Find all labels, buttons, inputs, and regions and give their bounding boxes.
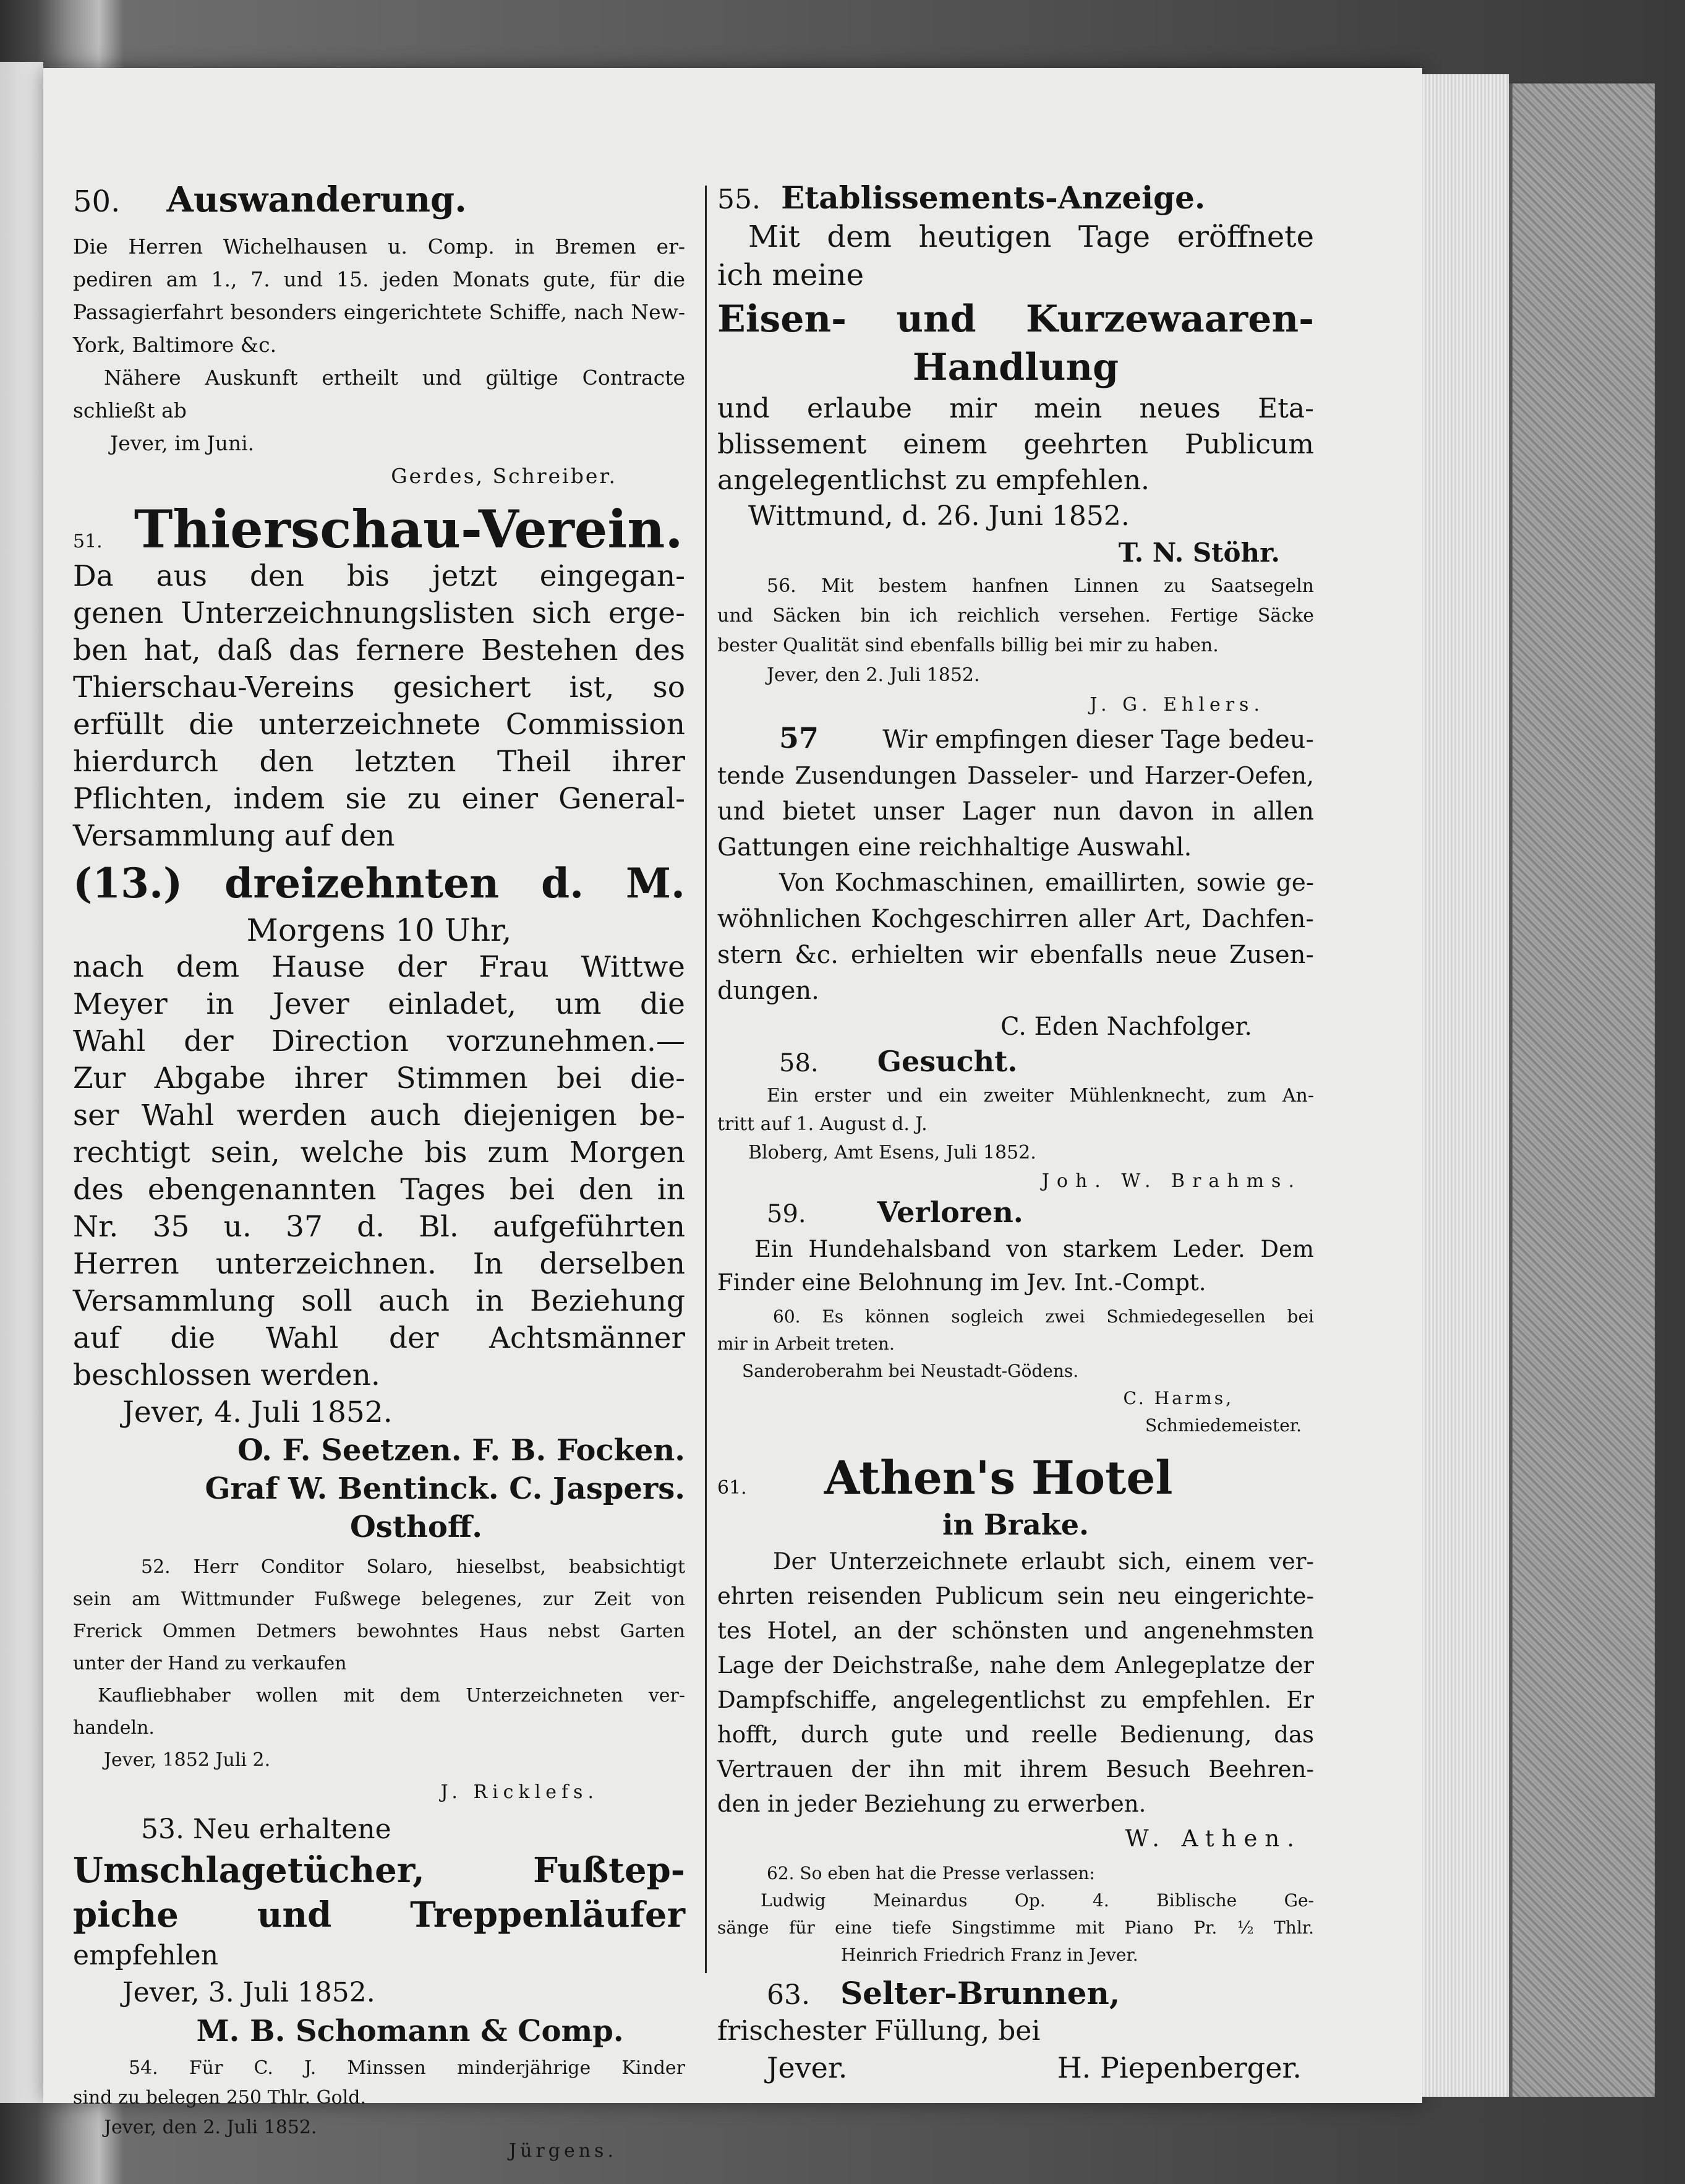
text-line: sänge für eine tiefe Singstimme mit Piano Pr. ½ Thlr. [717,1917,1314,1938]
text-line: pediren am 1., 7. und 15. jeden Monats gute, für die [73,267,685,291]
signature: Joh. W. Brahms. [1041,1170,1302,1192]
text-line: Zur Abgabe ihrer Stimmen bei die- [73,1061,685,1095]
text-line: schließt ab [73,398,187,422]
text-line: tritt auf 1. August d. J. [717,1113,928,1135]
text-line: und Säcken bin ich reichlich versehen. Fertige Säcke [717,605,1314,627]
ad-63 [717,1975,1314,2086]
place-date: Wittmund, d. 26. Juni 1852. [748,500,1130,532]
text-line: Der Unterzeichnete erlaubt sich, einem ver- [773,1548,1314,1575]
text-line: Dampfschiffe, angelegentlichst zu empfehlen. Er [717,1687,1314,1713]
signature: Jürgens. [509,2140,617,2162]
text-line: frischester Füllung, bei [717,2015,1041,2047]
ad-title: Etablissements-Anzeige. [781,179,1206,216]
signature: C. Eden Nachfolger. [1000,1013,1252,1041]
left-page-edge [0,62,43,2103]
text-line: Die Herren Wichelhausen u. Comp. in Bremen er- [73,234,685,259]
text-line: blissement einem geehrten Publicum [717,429,1314,460]
place-date: Jever, 3. Juli 1852. [122,1977,375,2008]
text-line: Nr. 35 u. 37 d. Bl. aufgeführten [73,1210,685,1244]
text-line: angelegentlichst zu empfehlen. [717,465,1150,496]
ad-58 [717,1045,1314,1196]
text-line: erfüllt die unterzeichnete Commission [73,708,685,742]
text-line: nach dem Hause der Frau Wittwe [73,950,685,984]
ad-53 [73,1811,685,2051]
text-line: rechtigt sein, welche bis zum Morgen [73,1136,685,1170]
ad-title: Handlung [912,346,1119,389]
text-line: York, Baltimore &c. [73,333,277,357]
signature: J. Ricklefs. [440,1781,599,1803]
text-line: ben hat, daß das fernere Bestehen des [73,633,685,667]
ad-number: 63. [767,1979,810,2011]
signature: M. B. Schomann & Comp. [196,2014,624,2049]
text-line: stern &c. erhielten wir ebenfalls neue Zusen- [717,941,1314,969]
ad-title: Athen's Hotel [824,1452,1173,1505]
signature: C. Harms, [1123,1388,1234,1408]
text-line: unter der Hand zu verkaufen [73,1653,347,1674]
text-line: den in jeder Beziehung zu erwerben. [717,1791,1146,1817]
signers: O. F. Seetzen. F. B. Focken. [237,1433,685,1468]
ad-57 [717,720,1314,1045]
ad-60 [717,1303,1314,1439]
place-date: Bloberg, Amt Esens, Juli 1852. [748,1142,1036,1163]
ad-title: Auswanderung. [166,179,467,220]
text-line: Pflichten, indem sie zu einer General- [73,782,685,816]
ad-title: Thierschau-Verein. [134,499,683,560]
text-line: Kaufliebhaber wollen mit dem Unterzeichneten ver- [98,1685,685,1707]
meeting-date: (13.) dreizehnten d. M. [73,859,685,907]
place-date: Jever, 4. Juli 1852. [122,1395,393,1429]
text-line: empfehlen [73,1940,219,1971]
place: Jever. [767,2051,848,2084]
ad-title: piche und Treppenläufer [73,1895,685,1935]
text-line: Meyer in Jever einladet, um die [73,987,685,1021]
place: Jever, im Juni. [110,431,255,455]
text-line: Heinrich Friedrich Franz in Jever. [841,1945,1138,1965]
text-line: des ebengenannten Tages bei den in [73,1173,685,1207]
ad-title: Gesucht. [877,1045,1018,1078]
text-line: sind zu belegen 250 Thlr. Gold. [73,2087,367,2109]
ad-61 [717,1452,1314,1856]
ad-number: 51. [73,531,103,552]
text-line: sein am Wittmunder Fußwege belegenes, zur Zeit von [73,1588,685,1610]
page-edges [1422,74,1509,2097]
signers: Osthoff. [349,1510,483,1544]
text-line: dungen. [717,977,819,1005]
text-line: ehrten reisenden Publicum sein neu eingerichte- [717,1583,1314,1609]
text-line: auf die Wahl der Achtsmänner [73,1321,685,1355]
text-line: Ludwig Meinardus Op. 4. Biblische Ge- [761,1890,1314,1911]
ad-number: 58. [779,1049,819,1077]
signature: J. G. Ehlers. [1090,694,1265,716]
signature: T. N. Stöhr. [1118,537,1280,568]
text-line: Wir empfingen dieser Tage bedeu- [882,726,1314,754]
ad-number: 61. [717,1477,747,1499]
text-line: ich meine [717,258,864,293]
ad-number: 59. [767,1200,806,1228]
column-rule [705,186,707,1973]
ad-title: Eisen- und Kurzewaaren- [717,298,1314,341]
signature: W. Athen. [1125,1825,1302,1852]
text-line: Ein erster und ein zweiter Mühlenknecht, zum An- [767,1085,1314,1107]
text-line: tes Hotel, an der schönsten und angenehmsten [717,1617,1314,1644]
text-line: mir in Arbeit treten. [717,1334,895,1354]
text-line: Passagierfahrt besonders eingerichtete Schiffe, nach New- [73,300,685,324]
text-line: genen Unterzeichnungslisten sich erge- [73,596,685,630]
ad-62 [717,1860,1314,1969]
text-line: Versammlung auf den [73,819,395,853]
text-line: Gattungen eine reichhaltige Auswahl. [717,833,1192,862]
text-line: Nähere Auskunft ertheilt und gültige Contracte [104,366,685,390]
text-line: Von Kochmaschinen, emaillirten, sowie ge- [779,869,1314,897]
text-line: wöhnlichen Kochgeschirren aller Art, Dachfen- [717,905,1314,933]
ad-50 [73,179,685,492]
ad-number: 55. [717,184,761,215]
text-line: Ein Hundehalsband von starkem Leder. Dem [754,1236,1314,1262]
signature: Schmiedemeister. [1145,1415,1302,1436]
text-line: handeln. [73,1717,155,1739]
ad-55 [717,179,1314,572]
text-line: Vertrauen der ihn mit ihrem Besuch Beehren- [717,1756,1314,1783]
ad-title: Verloren. [877,1196,1023,1229]
text-line: Thierschau-Vereins gesichert ist, so [73,670,685,704]
place: Sanderoberahm bei Neustadt-Gödens. [742,1361,1079,1381]
text-line: 53. Neu erhaltene [141,1814,391,1845]
ad-56 [717,572,1314,720]
ad-59 [717,1196,1314,1300]
ad-title: Selter-Brunnen, [840,1975,1120,2011]
text-line: beschlossen werden. [73,1358,380,1392]
left-column [73,179,685,2166]
text-line: bester Qualität sind ebenfalls billig bei mir zu haben. [717,635,1219,656]
ad-subtitle: in Brake. [942,1508,1089,1541]
text-line: 60. Es können sogleich zwei Schmiedegesellen bei [773,1306,1314,1327]
right-column [717,179,1314,2086]
text-line: ser Wahl werden auch diejenigen be- [73,1098,685,1133]
text-line: Finder eine Belohnung im Jev. Int.-Compt. [717,1269,1206,1296]
text-line: Herren unterzeichnen. In derselben [73,1247,685,1281]
ad-number: 57 [779,721,819,755]
place-date: Jever, den 2. Juli 1852. [767,664,980,686]
text-line: und erlaube mir mein neues Eta- [717,393,1314,424]
text-line: hofft, durch gute und reelle Bedienung, das [717,1721,1314,1748]
text-line: 54. Für C. J. Minssen minderjährige Kinder [129,2057,685,2079]
text-line: und bietet unser Lager nun davon in allen [717,797,1314,826]
book-cover [1509,84,1655,2097]
ad-51 [73,499,685,1546]
signature: Gerdes, Schreiber. [391,464,617,488]
place-date: Jever, den 2. Juli 1852. [104,2117,317,2138]
text-line: hierdurch den letzten Theil ihrer [73,745,685,779]
text-line: 56. Mit bestem hanfnen Linnen zu Saatsegeln [767,575,1314,597]
ad-title: Umschlagetücher, Fußtep- [73,1850,685,1891]
text-line: Wahl der Direction vorzunehmen.— [73,1024,685,1058]
text-line: 52. Herr Conditor Solaro, hieselbst, beabsichtigt [141,1556,685,1578]
meeting-time: Morgens 10 Uhr, [246,912,512,948]
text-line: Da aus den bis jetzt eingegan- [73,559,685,593]
text-line: 62. So eben hat die Presse verlassen: [767,1863,1095,1883]
place-date: Jever, 1852 Juli 2. [104,1749,271,1771]
text-line: Frerick Ommen Detmers bewohntes Haus nebst Garten [73,1621,685,1642]
text-line: Versammlung soll auch in Beziehung [73,1284,685,1318]
ad-54 [73,2053,685,2166]
text-line: tende Zusendungen Dasseler- und Harzer-Oefen, [717,762,1314,789]
text-line: Lage der Deichstraße, nahe dem Anlegeplatze der [717,1652,1314,1679]
text-line: Mit dem heutigen Tage eröffnete [748,220,1314,254]
ad-52 [73,1551,685,1809]
ad-number: 50. [73,184,121,219]
signature: H. Piepenberger. [1057,2051,1302,2084]
signers: Graf W. Bentinck. C. Jaspers. [205,1471,685,1506]
